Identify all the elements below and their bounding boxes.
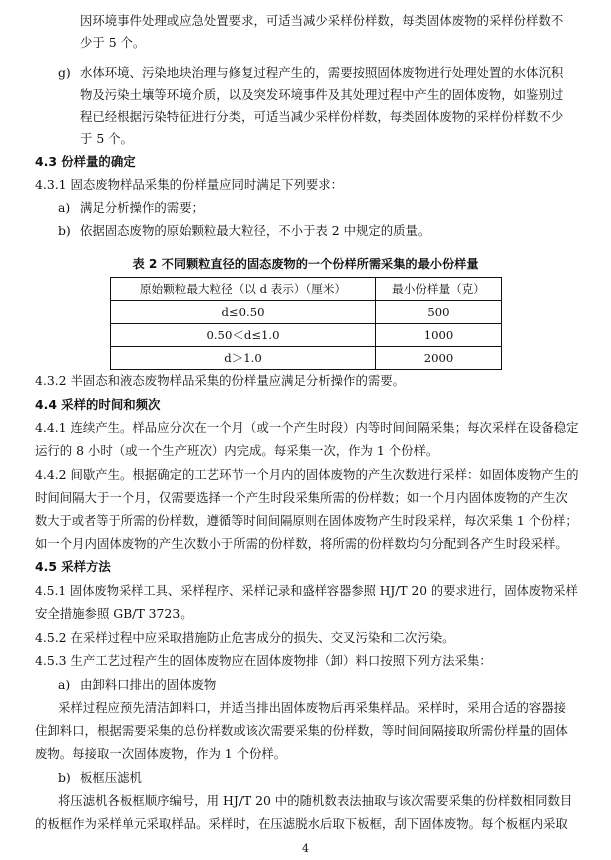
item-b-paragraph: 的板框作为采样单元采取样品。采样时，在压滤脱水后取下板框，刮下固体废物。每个板框内采取	[35, 816, 568, 831]
list-marker-g: g)	[58, 65, 71, 80]
section-heading-4-3: 4.3 份样量的确定	[35, 154, 136, 169]
list-marker-a: a)	[58, 677, 71, 692]
clause-4-4-2: 时间间隔大于一个月，仅需要选择一个产生时段采集所需的份样数；如一个月内固体废物的产生次	[35, 490, 568, 505]
list-marker-b: b)	[58, 223, 71, 238]
clause-4-5-1: 4.5.1 固体废物采样工具、采样程序、采样记录和盛样容器参照 HJ/T 20 的要求进行，固体废物采样	[35, 583, 578, 598]
item-g-text: 水体环境、污染地块治理与修复过程产生的，需要按照固体废物进行处理处置的水体沉积	[80, 65, 564, 80]
item-a-text: 满足分析操作的需要；	[80, 200, 204, 215]
item-g-text: 于 5 个。	[80, 131, 133, 146]
clause-4-4-2: 如一个月内固体废物的产生次数小于所需的份样数，将所需的份样数均匀分配到各产生时段采样。	[35, 536, 568, 551]
table-cell-mass: 1000	[376, 324, 502, 347]
list-marker-a: a)	[58, 200, 71, 215]
clause-4-5-3: 4.5.3 生产工艺过程产生的固体废物应在固体废物排（卸）料口按照下列方法采集：	[35, 653, 492, 668]
item-b-text: 依据固态废物的原始颗粒最大粒径，不小于表 2 中规定的质量。	[80, 223, 431, 238]
table-header-cell: 最小份样量（克）	[376, 278, 502, 301]
particle-size-table	[110, 277, 502, 370]
clause-4-3-2: 4.3.2 半固态和液态废物样品采集的份样量应满足分析操作的需要。	[35, 373, 406, 388]
table-header-cell: 原始颗粒最大粒径（以 d 表示）（厘米）	[111, 278, 376, 301]
list-marker-b: b)	[58, 770, 71, 785]
item-b-heading: 板框压滤机	[80, 770, 142, 785]
page-number: 4	[302, 842, 309, 855]
clause-4-3-1: 4.3.1 固态废物样品采集的份样量应同时满足下列要求：	[35, 177, 344, 192]
table-cell-mass: 2000	[376, 347, 502, 370]
section-heading-4-4: 4.4 采样的时间和频次	[35, 397, 161, 412]
item-g-text: 物及污染土壤等环境介质，以及突发环境事件及其处理过程中产生的固体废物，如鉴别过	[80, 87, 564, 102]
section-heading-4-5: 4.5 采样方法	[35, 559, 111, 574]
clause-4-4-1: 4.4.1 连续产生。样品应分次在一个月（或一个产生时段）内等时间间隔采集；每次采样在设备稳定	[35, 420, 579, 435]
clause-4-4-1: 运行的 8 小时（或一个生产班次）内完成。每采集一次，作为 1 个份样。	[35, 443, 439, 458]
table-header-row	[111, 278, 502, 301]
table-cell-size: d≤0.50	[111, 301, 376, 324]
table-row	[111, 347, 502, 370]
table-row	[111, 301, 502, 324]
table-cell-size: 0.50＜d≤1.0	[111, 324, 376, 347]
item-g-text: 程已经根据污染特征进行分类，可适当减少采样份样数，每类固体废物的采样份样数不少	[80, 109, 564, 124]
item-f-continuation: 因环境事件处理或应急处置要求，可适当减少采样份样数，每类固体废物的采样份样数不	[80, 13, 564, 28]
clause-4-4-2: 数大于或者等于所需的份样数，遵循等时间间隔原则在固体废物产生时段采样，每次采集 1 个份样；	[35, 513, 578, 528]
clause-4-5-2: 4.5.2 在采样过程中应采取措施防止危害成分的损失、交叉污染和二次污染。	[35, 630, 455, 645]
item-b-paragraph: 将压滤机各板框顺序编号，用 HJ/T 20 中的随机数表法抽取与该次需要采集的份样数相同数目	[58, 793, 573, 808]
clause-4-4-2: 4.4.2 间歇产生。根据确定的工艺环节一个月内的固体废物的产生次数进行采样：如固体废物产生的	[35, 467, 579, 482]
table-cell-mass: 500	[376, 301, 502, 324]
table-row	[111, 324, 502, 347]
item-a-heading: 由卸料口排出的固体废物	[80, 677, 217, 692]
item-a-paragraph: 采样过程应预先清洁卸料口，并适当排出固体废物后再采集样品。采样时，采用合适的容器接	[58, 700, 567, 715]
item-f-continuation: 少于 5 个。	[80, 35, 146, 50]
table-cell-size: d＞1.0	[111, 347, 376, 370]
item-a-paragraph: 住卸料口，根据需要采集的总份样数或该次需要采集的份样数，等时间间隔接取所需份样量的固体	[35, 723, 568, 738]
clause-4-5-1: 安全措施参照 GB/T 3723。	[35, 606, 193, 621]
table-caption: 表 2 不同颗粒直径的固态废物的一个份样所需采集的最小份样量	[132, 257, 479, 271]
item-a-paragraph: 废物。每接取一次固体废物，作为 1 个份样。	[35, 746, 287, 761]
